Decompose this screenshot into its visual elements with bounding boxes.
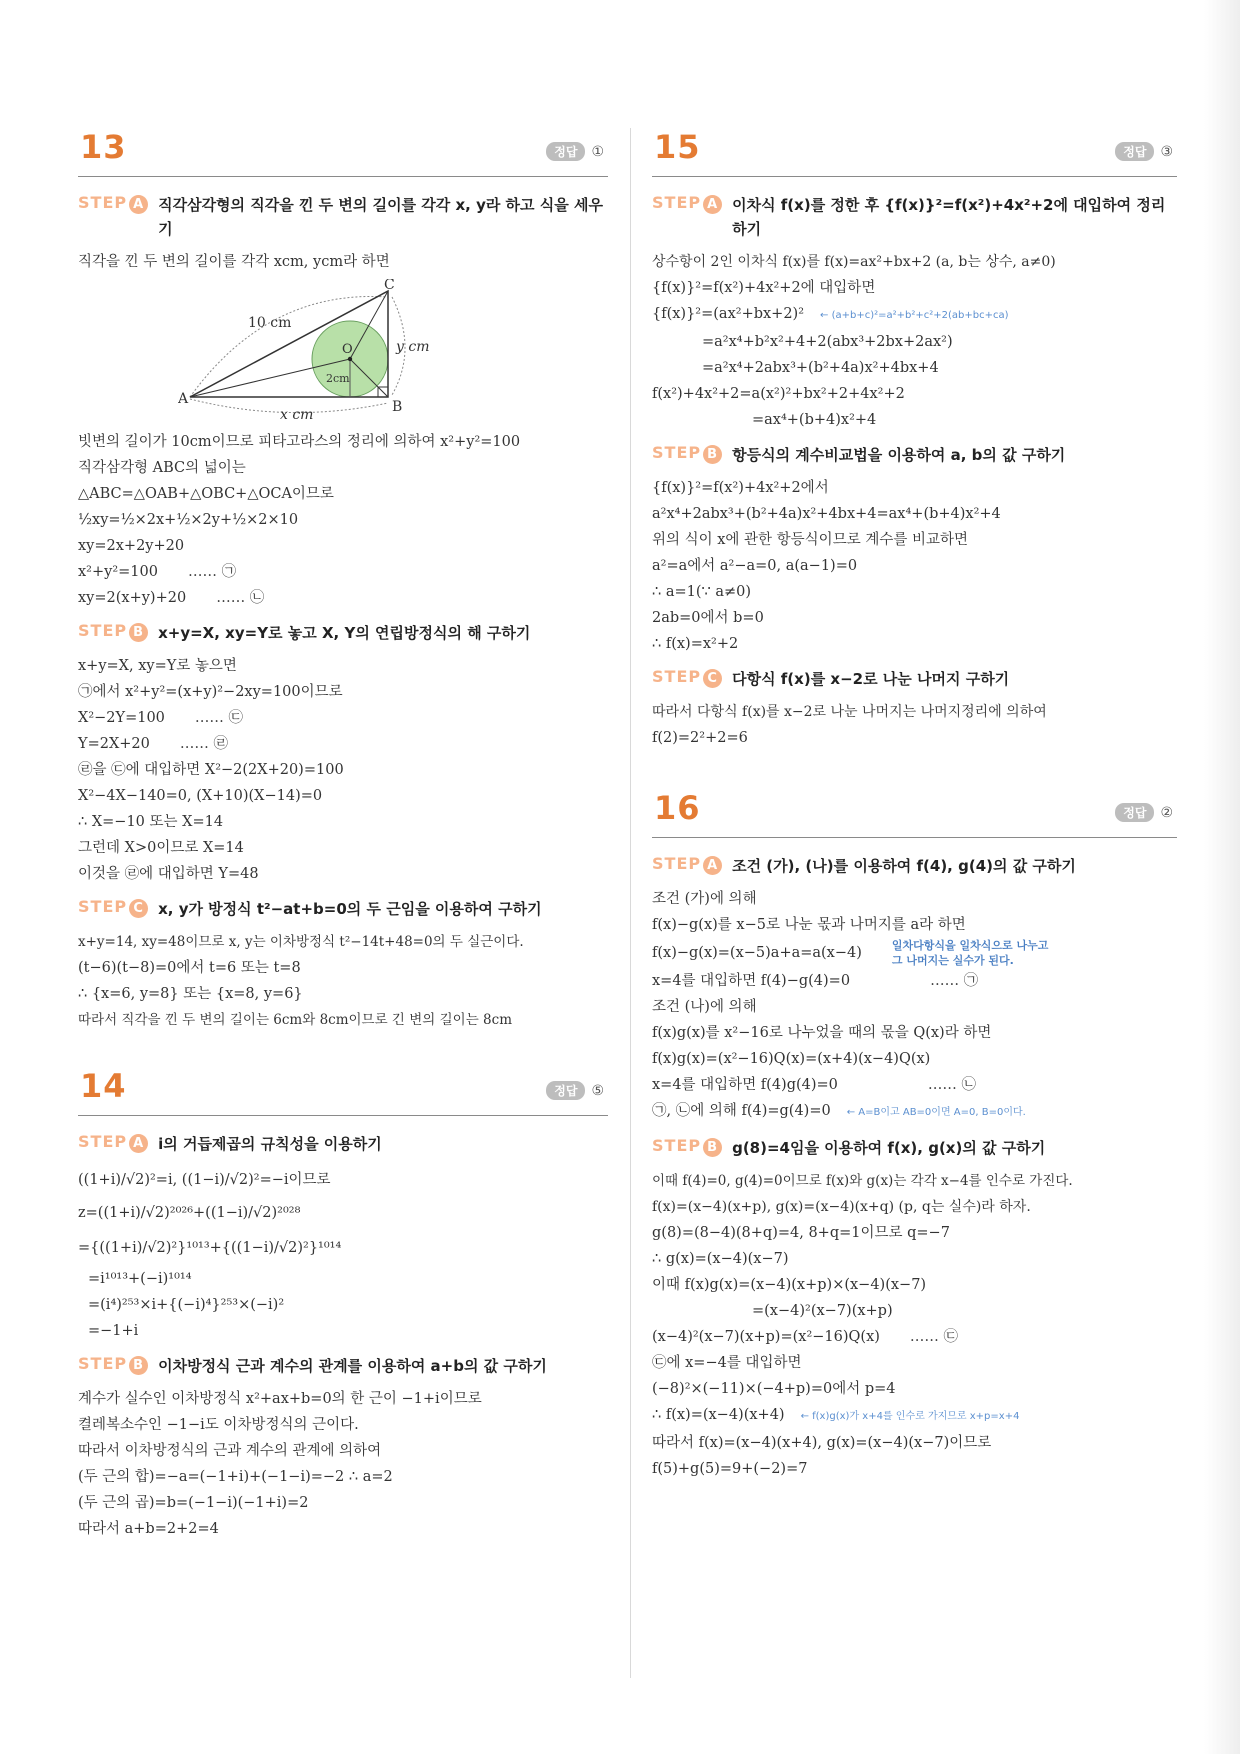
solution-line: f(x²)+4x²+2=a(x²)²+bx²+2+4x²+2 xyxy=(652,386,905,402)
solution-line: ㉠, ㉡에 의해 f(4)=g(4)=0 ← A=B이고 AB=0이면 A=0, B=0이다. xyxy=(652,1103,1026,1119)
step-title: 이차방정식 근과 계수의 관계를 이용하여 a+b의 값 구하기 xyxy=(158,1357,547,1375)
answer-value: ② xyxy=(1160,805,1173,821)
solution-line: ∴ f(x)=x²+2 xyxy=(652,636,739,652)
answer-label xyxy=(1115,142,1173,161)
solution-line: =ax⁴+(b+4)x²+4 xyxy=(752,412,877,428)
solution-line: x+y=X, xy=Y로 놓으면 xyxy=(78,658,237,674)
answer-badge: 정답 xyxy=(1115,142,1154,161)
solution-line: {f(x)}²=f(x²)+4x²+2에서 xyxy=(652,480,829,496)
step-tag: STEP B xyxy=(652,1136,722,1157)
solution-line: f(x)−g(x)=(x−5)a+a=a(x−4) 일차다항식을 일차식으로 나누고 그 나머지는 실수가 된다. xyxy=(652,939,1049,967)
solution-line: ∴ X=−10 또는 X=14 xyxy=(78,814,224,830)
solution-line: g(8)=(8−4)(8+q)=4, 8+q=1이므로 q=−7 xyxy=(652,1225,950,1241)
problem-15-header xyxy=(652,128,1177,177)
solution-line: (t−6)(t−8)=0에서 t=6 또는 t=8 xyxy=(78,960,301,976)
label-xcm: x cm xyxy=(280,407,314,419)
answer-value: ① xyxy=(591,144,604,160)
solution-line: 따라서 f(x)=(x−4)(x+4), g(x)=(x−4)(x−7)이므로 xyxy=(652,1435,992,1451)
solution-line: 위의 식이 x에 관한 항등식이므로 계수를 비교하면 xyxy=(652,532,968,548)
step-letter: B xyxy=(129,623,148,642)
solution-line: ½xy=½×2x+½×2y+½×2×10 xyxy=(78,512,299,528)
solution-line: 계수가 실수인 이차방정식 x²+ax+b=0의 한 근이 −1+i이므로 xyxy=(78,1391,482,1407)
problem-13-header xyxy=(78,128,608,177)
solution-line: f(x)g(x)=(x²−16)Q(x)=(x+4)(x−4)Q(x) xyxy=(652,1051,931,1067)
solution-line: 조건 (나)에 의해 xyxy=(652,999,757,1015)
solution-line: f(5)+g(5)=9+(−2)=7 xyxy=(652,1461,808,1477)
problem-number: 15 xyxy=(654,128,701,166)
solution-line: 그런데 X>0이므로 X=14 xyxy=(78,840,244,856)
step-title: x, y가 방정식 t²−at+b=0의 두 근임을 이용하여 구하기 xyxy=(158,900,542,918)
page-edge-shadow xyxy=(1204,0,1240,1754)
solution-line: ∴ a=1(∵ a≠0) xyxy=(652,584,752,600)
solution-line: =a²x⁴+b²x²+4+2(abx³+2bx+2ax²) xyxy=(702,334,953,350)
step-letter: C xyxy=(129,899,148,918)
solution-line: 따라서 다항식 f(x)를 x−2로 나눈 나머지는 나머지정리에 의하여 xyxy=(652,704,1047,720)
step-b xyxy=(652,443,1177,467)
step-b xyxy=(78,1354,608,1378)
label-b: B xyxy=(392,399,403,415)
solution-line: 켤레복소수인 −1−i도 이차방정식의 근이다. xyxy=(78,1417,359,1433)
step-letter: B xyxy=(703,445,722,464)
problem-number: 16 xyxy=(654,789,701,827)
answer-badge: 정답 xyxy=(546,142,585,161)
solution-line: ∴ g(x)=(x−4)(x−7) xyxy=(652,1251,789,1267)
answer-label xyxy=(546,1081,604,1100)
left-column xyxy=(78,128,608,1542)
step-title: g(8)=4임을 이용하여 f(x), g(x)의 값 구하기 xyxy=(732,1139,1046,1157)
solution-line: f(2)=2²+2=6 xyxy=(652,730,748,746)
solution-line: x+y=14, xy=48이므로 x, y는 이차방정식 t²−14t+48=0의 두 실근이다. xyxy=(78,934,524,950)
problem-16-header xyxy=(652,789,1177,838)
answer-badge: 정답 xyxy=(546,1081,585,1100)
solution-line: x=4를 대입하면 f(4)−g(4)=0 …… ㉠ xyxy=(652,973,979,989)
problem-number: 14 xyxy=(80,1067,127,1105)
solution-line: ㉢에 x=−4를 대입하면 xyxy=(652,1355,802,1371)
solution-line: 조건 (가)에 의해 xyxy=(652,891,757,907)
answer-value: ⑤ xyxy=(591,1083,604,1099)
solution-line: ∴ f(x)=(x−4)(x+4) ← f(x)g(x)가 x+4를 인수로 가지므로 x+p=x+4 xyxy=(652,1407,1020,1423)
solution-line: 상수항이 2인 이차식 f(x)를 f(x)=ax²+bx+2 (a, b는 상수, a≠0) xyxy=(652,254,1056,270)
solution-line: 따라서 직각을 낀 두 변의 길이는 6cm와 8cm이므로 긴 변의 길이는 8cm xyxy=(78,1012,512,1028)
step-a xyxy=(78,1132,608,1156)
solution-line: (−8)²×(−11)×(−4+p)=0에서 p=4 xyxy=(652,1381,896,1397)
label-a: A xyxy=(178,391,189,407)
solution-line: △ABC=△OAB+△OBC+△OCA이므로 xyxy=(78,486,334,502)
triangle-diagram xyxy=(178,279,438,419)
solution-line: xy=2x+2y+20 xyxy=(78,538,185,554)
solution-line: 이때 f(4)=0, g(4)=0이므로 f(x)와 g(x)는 각각 x−4를 인수로 가진다. xyxy=(652,1173,1073,1189)
solution-line: a²x⁴+2abx³+(b²+4a)x²+4bx+4=ax⁴+(b+4)x²+4 xyxy=(652,506,1001,522)
solution-line: f(x)g(x)를 x²−16로 나누었을 때의 몫을 Q(x)라 하면 xyxy=(652,1025,992,1041)
solution-line: 직각삼각형 ABC의 넓이는 xyxy=(78,460,246,476)
label-ycm: y cm xyxy=(396,339,430,355)
step-tag: STEP B xyxy=(78,1354,148,1375)
solution-line: ((1+i)/√2)²=i, ((1−i)/√2)²=−i이므로 xyxy=(78,1172,331,1188)
solution-line: 따라서 이차방정식의 근과 계수의 관계에 의하여 xyxy=(78,1443,382,1459)
label-2cm: 2cm xyxy=(326,372,350,385)
step-tag: STEP A xyxy=(78,1132,148,1153)
solution-line: 이것을 ㉣에 대입하면 Y=48 xyxy=(78,866,259,882)
answer-value: ③ xyxy=(1160,144,1173,160)
step-tag: STEP C xyxy=(652,667,722,688)
solution-line: f(x)=(x−4)(x+p), g(x)=(x−4)(x+q) (p, q는 실수)라 하자. xyxy=(652,1199,1031,1215)
answer-badge: 정답 xyxy=(1115,803,1154,822)
label-o: O xyxy=(342,342,353,357)
step-letter: C xyxy=(703,669,722,688)
solution-line: a²=a에서 a²−a=0, a(a−1)=0 xyxy=(652,558,858,574)
solution-line: f(x)−g(x)를 x−5로 나눈 몫과 나머지를 a라 하면 xyxy=(652,917,966,933)
step-title: x+y=X, xy=Y로 놓고 X, Y의 연립방정식의 해 구하기 xyxy=(158,624,531,642)
step-tag: STEP A xyxy=(652,854,722,875)
solution-line: =(x−4)²(x−7)(x+p) xyxy=(752,1303,893,1319)
solution-line: ㉠에서 x²+y²=(x+y)²−2xy=100이므로 xyxy=(78,684,343,700)
solution-line: 직각을 낀 두 변의 길이를 각각 xcm, ycm라 하면 xyxy=(78,254,390,270)
formula-note: ← f(x)g(x)가 x+4를 인수로 가지므로 x+p=x+4 xyxy=(800,1411,1020,1422)
step-b xyxy=(652,1136,1177,1160)
formula-note: ← (a+b+c)²=a²+b²+c²+2(ab+bc+ca) xyxy=(820,310,1009,321)
equation-system: X²−2Y=100 …… ㉢ xyxy=(78,710,244,726)
step-title: 직각삼각형의 직각을 낀 두 변의 길이를 각각 x, y라 하고 식을 세우기 xyxy=(158,196,603,238)
step-a xyxy=(652,193,1177,241)
problem-number: 13 xyxy=(80,128,127,166)
problem-14-header xyxy=(78,1067,608,1116)
solution-line: 따라서 a+b=2+2=4 xyxy=(78,1521,219,1537)
step-letter: A xyxy=(129,1134,148,1153)
solution-line: 이때 f(x)g(x)=(x−4)(x+p)×(x−4)(x−7) xyxy=(652,1277,927,1293)
step-a xyxy=(78,193,608,241)
answer-label xyxy=(1115,803,1173,822)
solution-line: =i¹⁰¹³+(−i)¹⁰¹⁴ xyxy=(88,1271,192,1287)
step-letter: A xyxy=(703,856,722,875)
solution-line: ={((1+i)/√2)²}¹⁰¹³+{((1−i)/√2)²}¹⁰¹⁴ xyxy=(78,1240,342,1256)
formula-note: ← A=B이고 AB=0이면 A=0, B=0이다. xyxy=(846,1107,1026,1118)
triangle-figure xyxy=(178,279,608,423)
column-divider xyxy=(630,128,631,1678)
step-letter: A xyxy=(129,195,148,214)
label-10cm: 10 cm xyxy=(248,315,292,331)
step-letter: B xyxy=(703,1138,722,1157)
formula-note: 일차다항식을 일차식으로 나누고 그 나머지는 실수가 된다. xyxy=(891,939,1049,967)
solution-line: {f(x)}²=f(x²)+4x²+2에 대입하면 xyxy=(652,280,876,296)
solution-line: (두 근의 합)=−a=(−1+i)+(−1−i)=−2 ∴ a=2 xyxy=(78,1469,393,1485)
equation-system: xy=2(x+y)+20 …… ㉡ xyxy=(78,590,265,606)
step-tag: STEP C xyxy=(78,897,148,918)
step-title: i의 거듭제곱의 규칙성을 이용하기 xyxy=(158,1135,382,1153)
step-letter: B xyxy=(129,1356,148,1375)
step-title: 항등식의 계수비교법을 이용하여 a, b의 값 구하기 xyxy=(732,446,1066,464)
solution-line: 2ab=0에서 b=0 xyxy=(652,610,764,626)
label-c: C xyxy=(384,279,395,293)
solution-line: {f(x)}²=(ax²+bx+2)² ← (a+b+c)²=a²+b²+c²+2(ab+bc+ca) xyxy=(652,306,1009,322)
step-tag: STEP A xyxy=(652,193,722,214)
step-tag: STEP B xyxy=(78,621,148,642)
equation-system: Y=2X+20 …… ㉣ xyxy=(78,736,228,752)
solution-line: =−1+i xyxy=(88,1323,139,1339)
step-letter: A xyxy=(703,195,722,214)
step-title: 다항식 f(x)를 x−2로 나눈 나머지 구하기 xyxy=(732,670,1010,688)
solution-line: =(i⁴)²⁵³×i+{(−i)⁴}²⁵³×(−i)² xyxy=(88,1297,285,1313)
solution-line: ㉣을 ㉢에 대입하면 X²−2(2X+20)=100 xyxy=(78,762,344,778)
solution-line: (두 근의 곱)=b=(−1−i)(−1+i)=2 xyxy=(78,1495,309,1511)
solution-line: X²−4X−140=0, (X+10)(X−14)=0 xyxy=(78,788,323,804)
step-c xyxy=(78,897,608,921)
step-a xyxy=(652,854,1177,878)
step-b xyxy=(78,621,608,645)
step-tag: STEP A xyxy=(78,193,148,214)
solution-line: ∴ {x=6, y=8} 또는 {x=8, y=6} xyxy=(78,986,303,1002)
solution-line: 빗변의 길이가 10cm이므로 피타고라스의 정리에 의하여 x²+y²=100 xyxy=(78,434,521,450)
step-tag: STEP B xyxy=(652,443,722,464)
solution-line: z=((1+i)/√2)²⁰²⁶+((1−i)/√2)²⁰²⁸ xyxy=(78,1205,301,1221)
step-c xyxy=(652,667,1177,691)
solution-line: (x−4)²(x−7)(x+p)=(x²−16)Q(x) …… ㉢ xyxy=(652,1329,959,1345)
solution-line: x=4를 대입하면 f(4)g(4)=0 …… ㉡ xyxy=(652,1077,977,1093)
step-title: 이차식 f(x)를 정한 후 {f(x)}²=f(x²)+4x²+2에 대입하여 정리하기 xyxy=(732,196,1166,238)
answer-label xyxy=(546,142,604,161)
solution-line: =a²x⁴+2abx³+(b²+4a)x²+4bx+4 xyxy=(702,360,939,376)
right-column xyxy=(652,128,1177,1482)
step-title: 조건 (가), (나)를 이용하여 f(4), g(4)의 값 구하기 xyxy=(732,857,1076,875)
equation-system: x²+y²=100 …… ㉠ xyxy=(78,564,237,580)
